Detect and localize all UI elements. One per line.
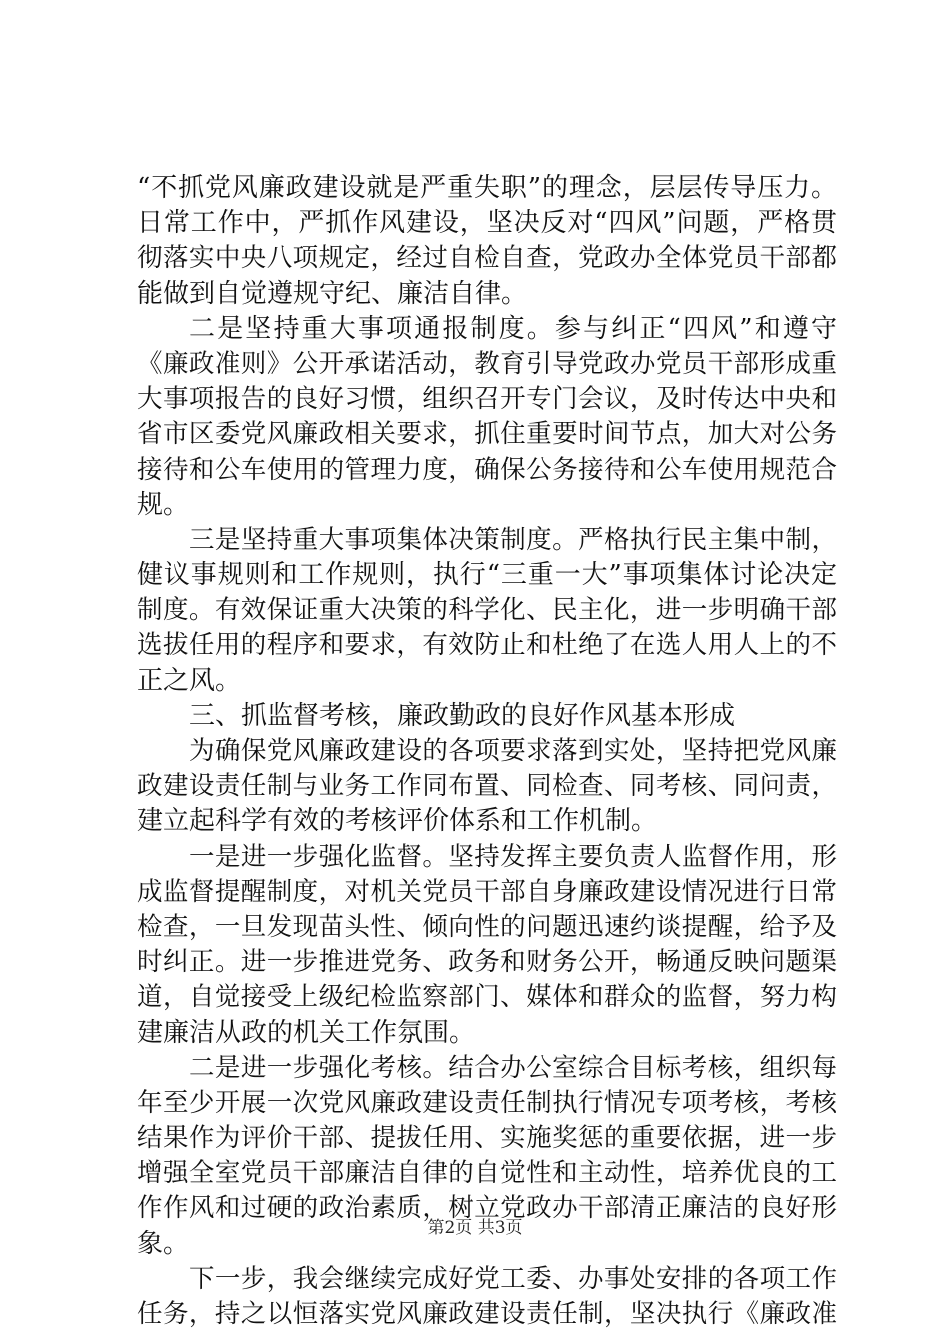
text-line: 二是坚持重大事项通报制度。参与纠正“四风”和遵守	[189, 313, 837, 344]
text-line: 时纠正。进一步推进党务、政务和财务公开，畅通反映问题渠	[137, 947, 837, 978]
text-line: 正之风。	[137, 665, 242, 696]
text-line: 三、抓监督考核，廉政勤政的良好作风基本形成	[189, 700, 736, 731]
text-line: 能做到自觉遵规守纪、廉洁自律。	[137, 278, 528, 309]
text-line: 建立起科学有效的考核评价体系和工作机制。	[137, 806, 658, 837]
text-line: 下一步，我会继续完成好党工委、办事处安排的各项工作	[189, 1263, 837, 1294]
text-line: 彻落实中央八项规定，经过自检自查，党政办全体党员干部都	[137, 243, 837, 274]
text-line: 省市区委党风廉政相关要求，抓住重要时间节点，加大对公务	[137, 419, 837, 450]
text-line: 检查，一旦发现苗头性、倾向性的问题迅速约谈提醒，给予及	[137, 911, 837, 942]
text-line: 接待和公车使用的管理力度，确保公务接待和公车使用规范合	[137, 454, 837, 485]
text-line: 《廉政准则》公开承诺活动，教育引导党政办党员干部形成重	[137, 348, 837, 379]
text-line: 作作风和过硬的政治素质，树立党政办干部清正廉洁的良好形	[137, 1193, 837, 1224]
text-line: 象。	[137, 1228, 190, 1259]
text-line: 道，自觉接受上级纪检监察部门、媒体和群众的监督，努力构	[137, 982, 837, 1013]
text-line: 政建设责任制与业务工作同布置、同检查、同考核、同问责，	[137, 771, 837, 802]
document-body	[137, 171, 837, 1332]
text-line: 三是坚持重大事项集体决策制度。严格执行民主集中制，	[189, 524, 837, 555]
text-line: 一是进一步强化监督。坚持发挥主要负责人监督作用，形	[189, 841, 837, 872]
text-line: 健议事规则和工作规则，执行“三重一大”事项集体讨论决定	[137, 560, 837, 591]
text-line: 选拔任用的程序和要求，有效防止和杜绝了在选人用人上的不	[137, 630, 837, 661]
text-line: 日常工作中，严抓作风建设，坚决反对“四风”问题，严格贯	[137, 208, 837, 239]
text-line: 结果作为评价干部、提拔任用、实施奖惩的重要依据，进一步	[137, 1123, 837, 1154]
text-line: 制度。有效保证重大决策的科学化、民主化，进一步明确干部	[137, 595, 837, 626]
text-line: 二是进一步强化考核。结合办公室综合目标考核，组织每	[189, 1052, 837, 1083]
text-line: “不抓党风廉政建设就是严重失职”的理念，层层传导压力。	[137, 173, 837, 203]
text-line: 大事项报告的良好习惯，组织召开专门会议，及时传达中央和	[137, 384, 837, 415]
page-footer: 第2页 共3页	[427, 1218, 523, 1238]
text-line: 成监督提醒制度，对机关党员干部自身廉政建设情况进行日常	[137, 876, 837, 907]
text-line: 年至少开展一次党风廉政建设责任制执行情况专项考核，考核	[137, 1087, 837, 1118]
text-line: 增强全室党员干部廉洁自律的自觉性和主动性，培养优良的工	[137, 1158, 837, 1189]
text-line: 为确保党风廉政建设的各项要求落到实处，坚持把党风廉	[189, 736, 837, 766]
text-line: 任务，持之以恒落实党风廉政建设责任制，坚决执行《廉政准	[137, 1299, 837, 1329]
text-line: 规。	[137, 489, 190, 520]
text-line: 建廉洁从政的机关工作氛围。	[137, 1017, 476, 1048]
